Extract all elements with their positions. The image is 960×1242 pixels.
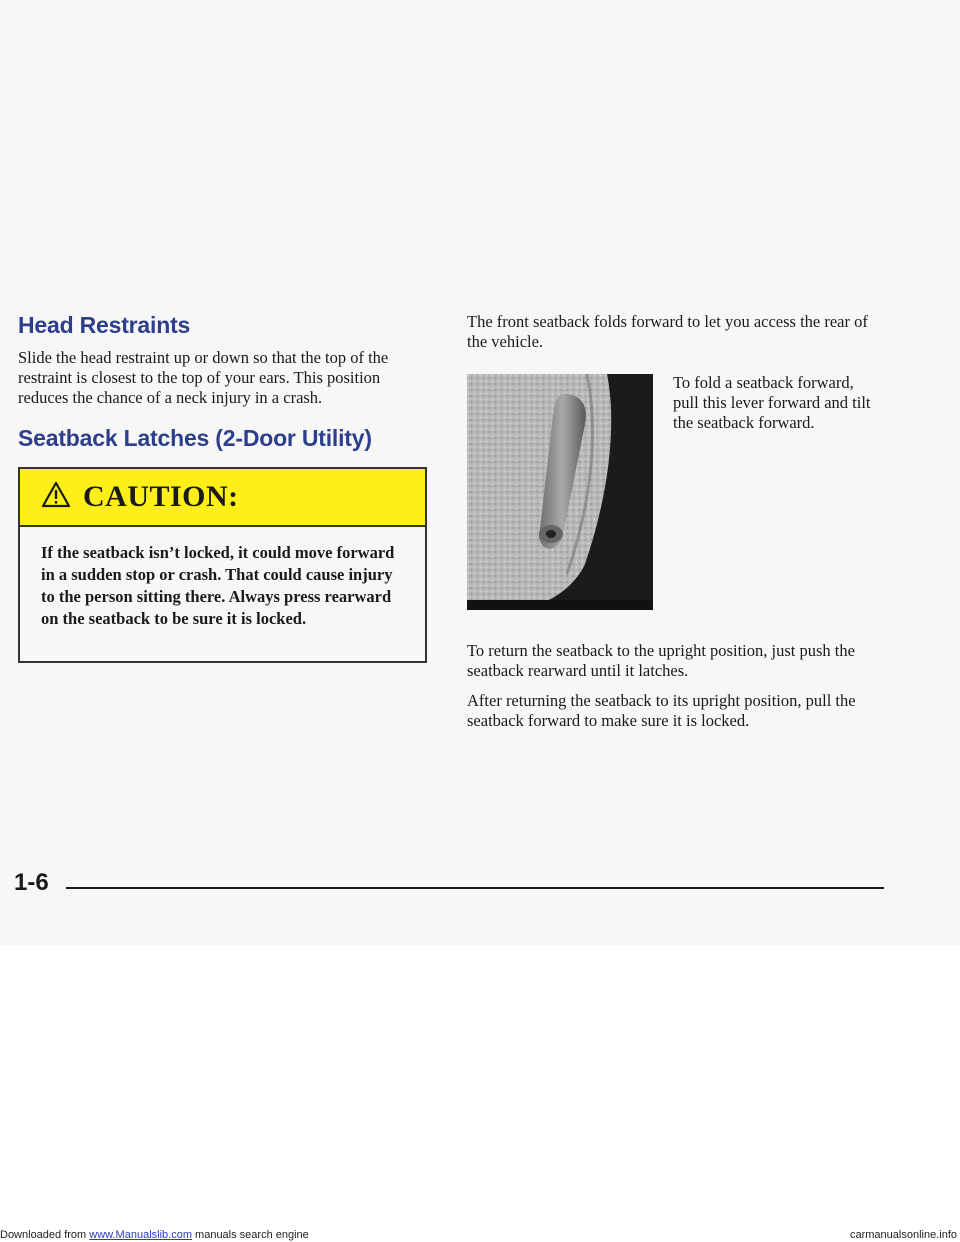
left-column [18,312,418,452]
warning-triangle-icon [41,481,71,513]
seatback-lever-photo [467,374,653,610]
watermark-text: carmanualsonline.info [849,1229,957,1241]
page-number: 1-6 [14,869,49,896]
download-footer [0,1229,960,1242]
head-restraints-heading: Head Restraints [18,312,191,338]
seatback-intro-text: The front seatback folds forward to let you access the rear of the vehicle. [467,312,868,351]
caution-text: If the seatback isn’t locked, it could move forward in a sudden stop or crash. That could cause injury to the person sitting there. Always press rearward on the seatback to be sure it is locked. [41,543,395,628]
caution-title: CAUTION: [83,480,239,513]
footer-rule [66,887,884,889]
return-seatback-text: To return the seatback to the upright position, just push the seatback rearward until it latches. [467,641,855,680]
caution-box [18,467,427,663]
footer-suffix: manuals search engine [191,1229,309,1241]
photo-caption: To fold a seatback forward, pull this lever forward and tilt the seatback forward. [673,373,871,432]
manualslib-link[interactable]: www.Manualslib.com [89,1229,192,1241]
footer-prefix: Downloaded from [0,1229,90,1241]
head-restraints-text: Slide the head restraint up or down so that the top of the restraint is closest to the top of your ears. This position reduces the chance of a neck injury in a crash. [18,348,389,408]
caution-header [20,469,425,527]
check-locked-text: After returning the seatback to its upright position, pull the seatback forward to make sure it is locked. [467,691,856,730]
seatback-latches-heading: Seatback Latches (2-Door Utility) [18,425,372,452]
